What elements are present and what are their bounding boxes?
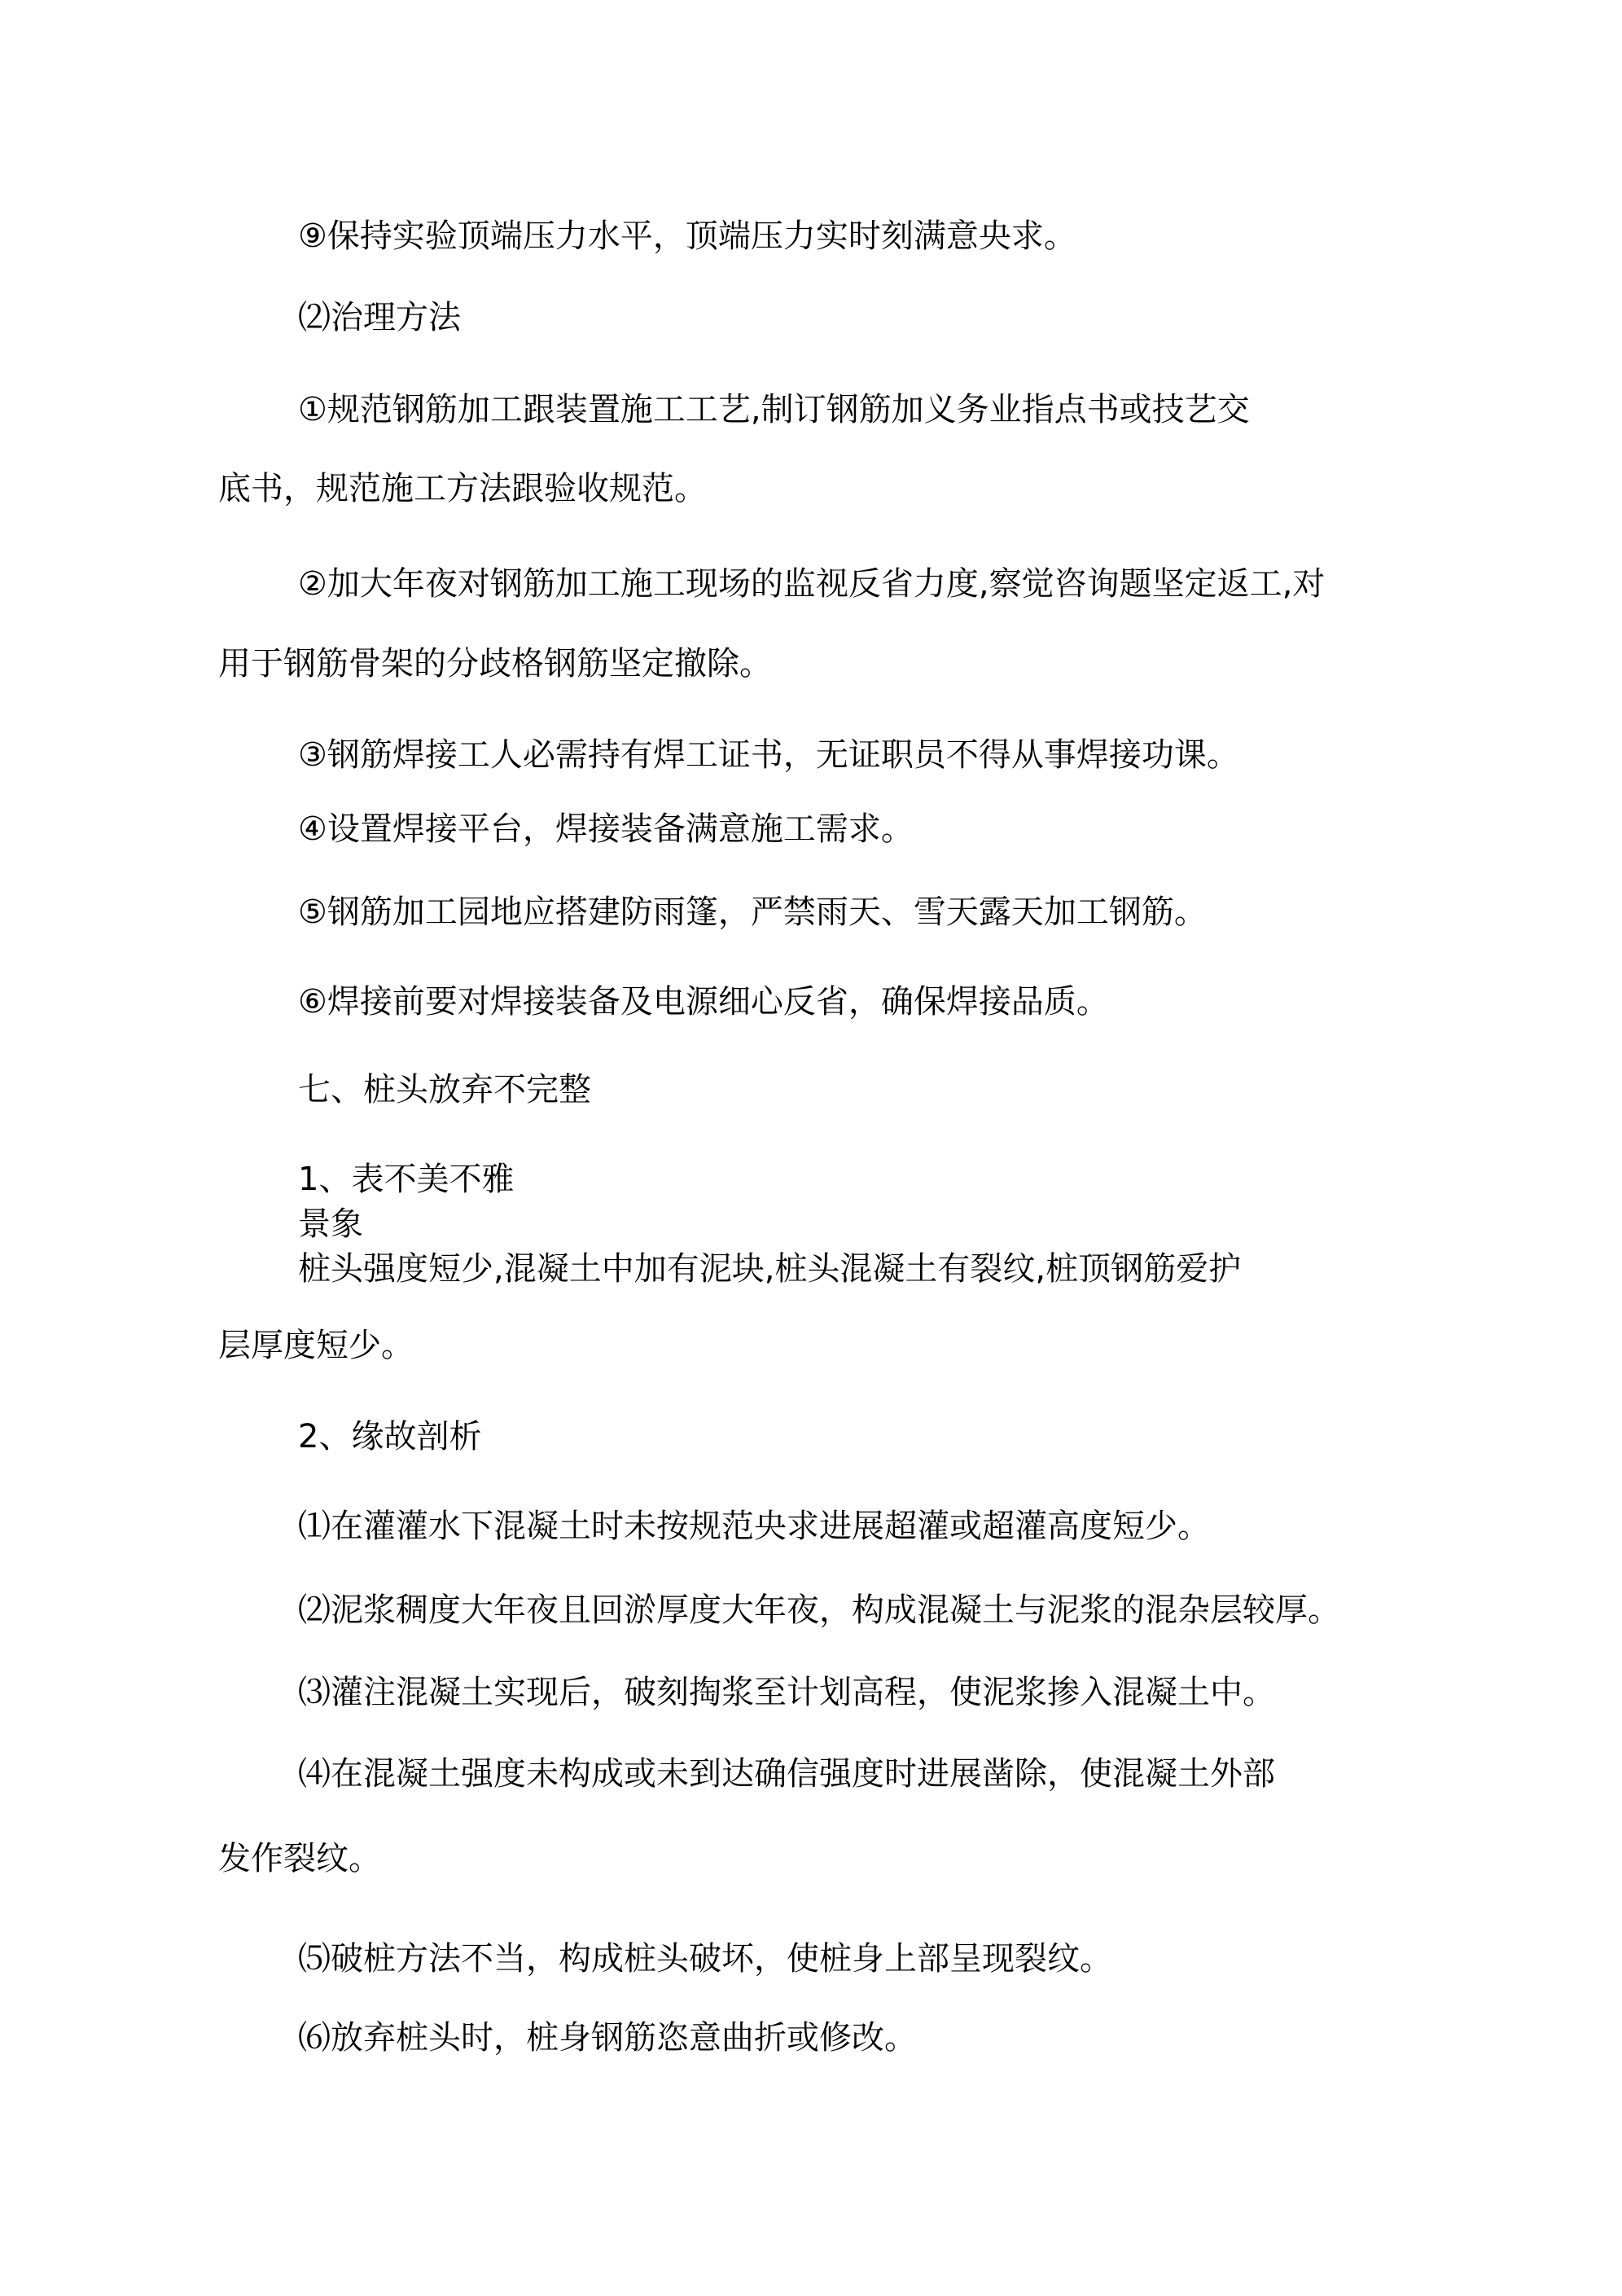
text-line: ⑹放弃桩头时，桩身钢筋恣意曲折或修改。: [298, 2019, 917, 2057]
text-line: ⑶灌注混凝土实现后，破刻掏浆至计划高程，使泥浆掺入混凝土中。: [298, 1674, 1275, 1711]
subsection-heading: 景象: [298, 1205, 363, 1243]
text-line: ③钢筋焊接工人必需持有焊工证书，无证职员不得从事焊接功课。: [298, 736, 1239, 774]
text-line: ⑸破桩方法不当，构成桩头破坏，使桩身上部呈现裂纹。: [298, 1940, 1112, 1978]
text-line: ⑴在灌灌水下混凝土时未按规范央求进展超灌或超灌高度短少。: [298, 1508, 1210, 1545]
subsection-heading: 1、表不美不雅: [298, 1161, 515, 1198]
text-line: ②加大年夜对钢筋加工施工现场的监视反省力度,察觉咨询题坚定返工,对: [298, 565, 1326, 603]
section-heading: 七、桩头放弃不完整: [298, 1071, 591, 1108]
text-line: 桩头强度短少,混凝土中加有泥块,桩头混凝土有裂纹,桩顶钢筋爱护: [298, 1250, 1242, 1288]
text-line: ⑥焊接前要对焊接装备及电源细心反省，确保焊接品质。: [298, 983, 1109, 1021]
text-line: ⑤钢筋加工园地应搭建防雨篷，严禁雨天、雪天露天加工钢筋。: [298, 893, 1207, 931]
text-line: ⑷在混凝土强度未构成或未到达确信强度时进展凿除，使混凝土外部: [298, 1755, 1275, 1793]
text-line: ①规范钢筋加工跟装置施工工艺,制订钢筋加义务业指点书或技艺交: [298, 391, 1250, 428]
text-line: 发作裂纹。: [218, 1840, 381, 1877]
subsection-heading: 2、缘故剖析: [298, 1418, 482, 1455]
section-heading: ⑵治理方法: [298, 299, 461, 336]
text-line: 用于钢筋骨架的分歧格钢筋坚定撤除。: [218, 645, 772, 683]
text-line: ④设置焊接平台，焊接装备满意施工需求。: [298, 810, 914, 848]
text-line: 底书，规范施工方法跟验收规范。: [218, 470, 707, 507]
text-line: ⑨保持实验顶端压力水平，顶端压力实时刻满意央求。: [298, 217, 1076, 255]
text-line: 层厚度短少。: [218, 1327, 414, 1364]
text-line: ⑵泥浆稠度大年夜且回淤厚度大年夜，构成混凝土与泥浆的混杂层较厚。: [298, 1591, 1340, 1629]
